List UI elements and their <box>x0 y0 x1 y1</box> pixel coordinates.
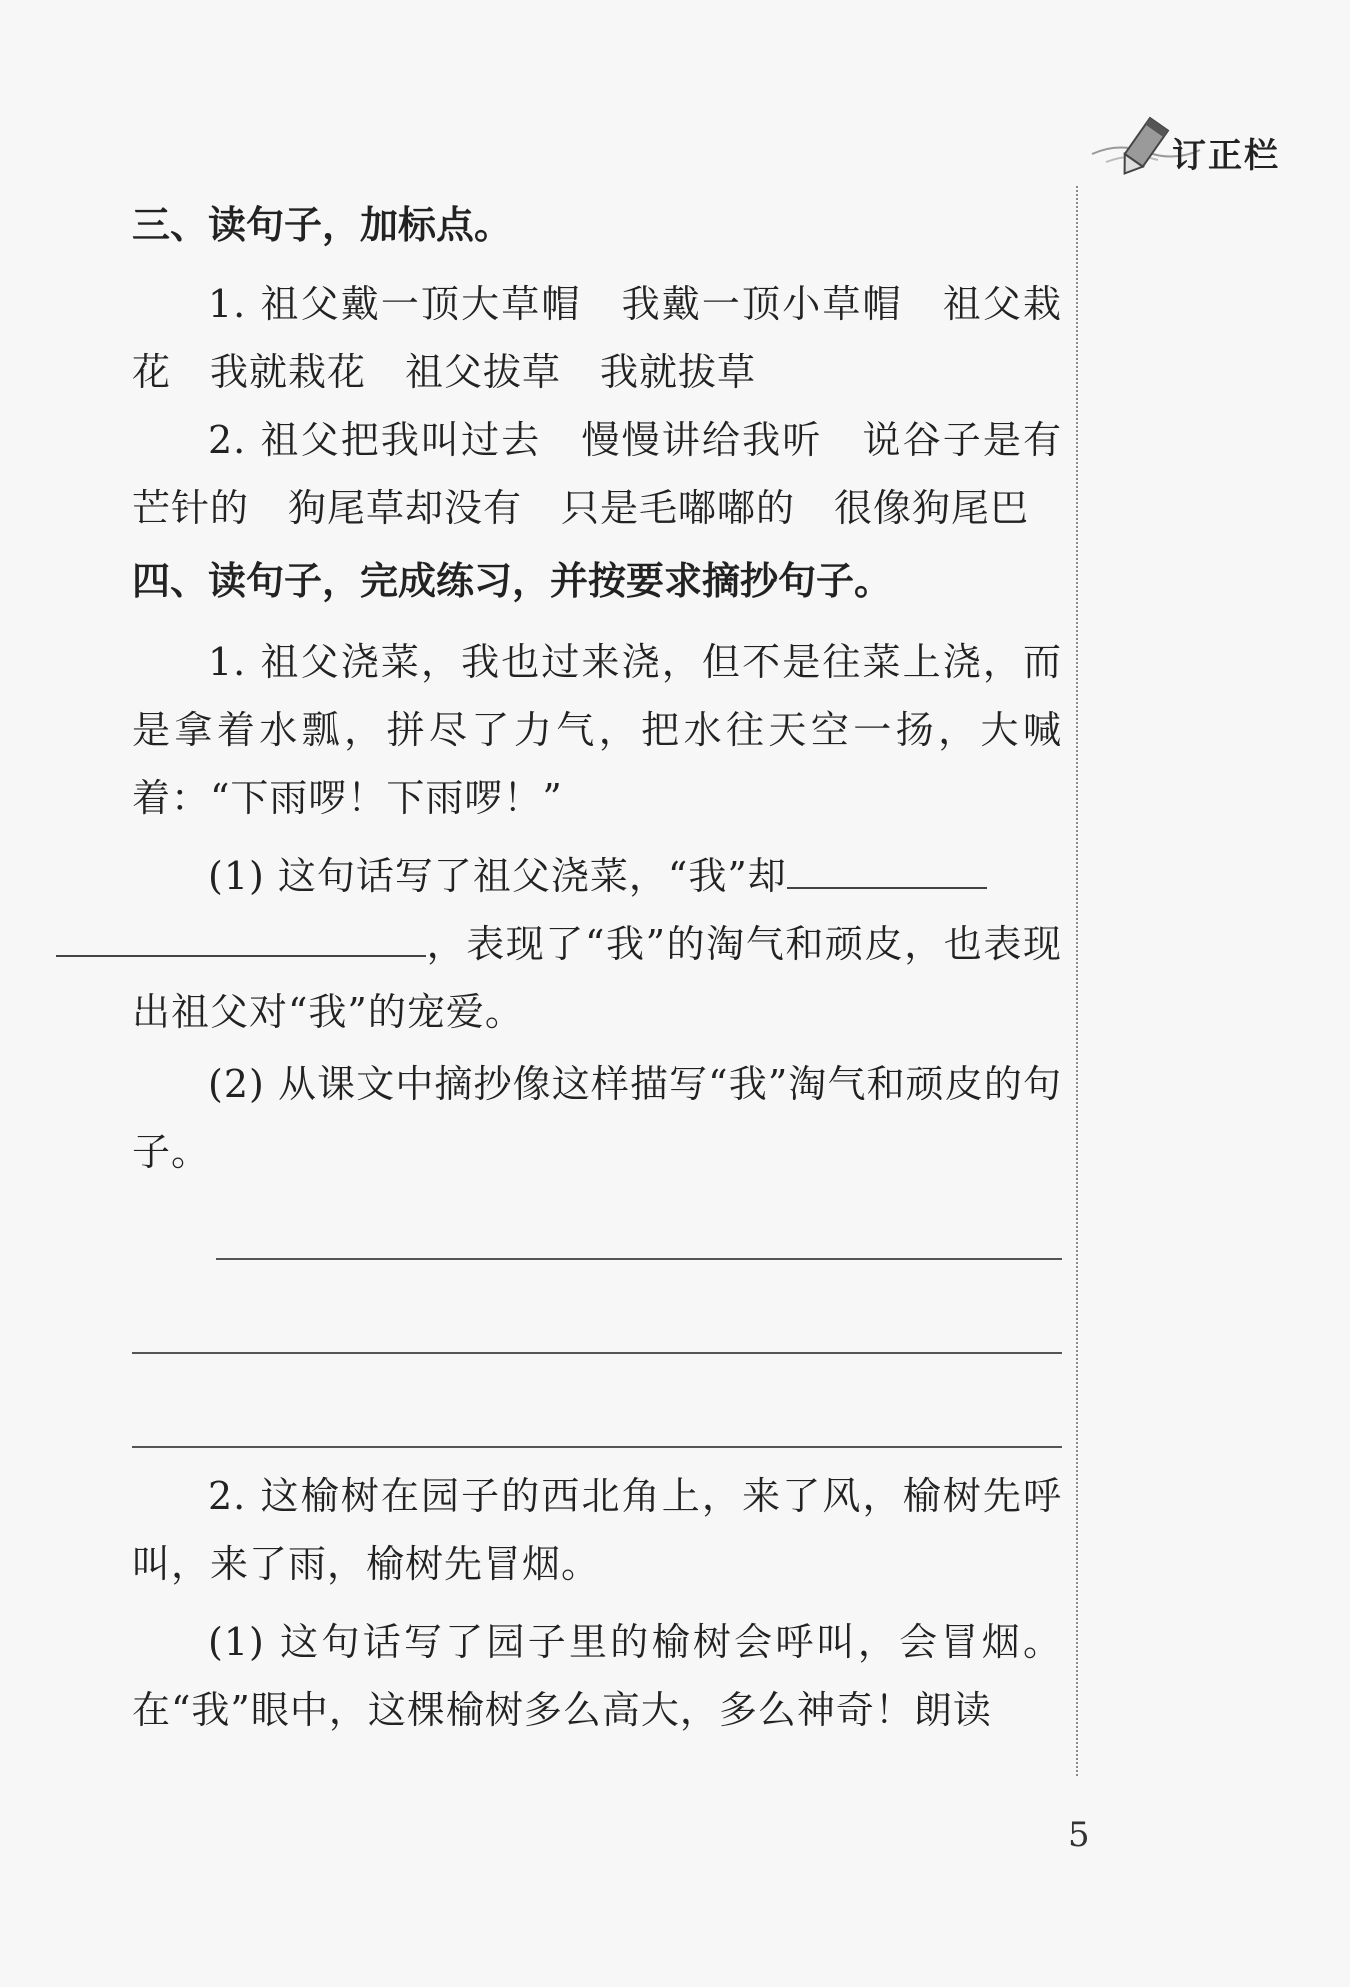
main-content <box>132 190 1062 1744</box>
q1-sub1-suffix: ，表现了“我”的淘气和顽皮，也表现出祖父对“我”的宠爱。 <box>132 922 1062 1034</box>
section-4-q1-sub1 <box>132 842 1062 1046</box>
answer-line-1[interactable] <box>216 1186 1062 1260</box>
section-3-item-1: 1. 祖父戴一顶大草帽 我戴一顶小草帽 祖父栽花 我就栽花 祖父拔草 我就拔草 <box>132 282 1062 394</box>
section-3-title: 三、读句子，加标点。 <box>132 203 513 247</box>
section-4-q1-text: 1. 祖父浇菜，我也过来浇，但不是往菜上浇，而是拿着水瓢，拼尽了力气，把水往天空一扬，大喊着：“下雨啰！下雨啰！” <box>132 640 1062 820</box>
section-4-q2-text: 2. 这榆树在园子的西北角上，来了风，榆树先呼叫，来了雨，榆树先冒烟。 <box>132 1474 1062 1586</box>
page-number: 5 <box>1068 1815 1090 1855</box>
section-4-q2-sub1: (1) 这句话写了园子里的榆树会呼叫，会冒烟。在“我”眼中，这棵榆树多么高大，多么神奇！朗读 <box>132 1620 1062 1732</box>
q1-sub1-prefix: (1) 这句话写了祖父浇菜，“我”却 <box>208 854 787 898</box>
section-4-q1-sub2: (2) 从课文中摘抄像这样描写“我”淘气和顽皮的句子。 <box>132 1062 1062 1174</box>
answer-lines <box>132 1186 1062 1448</box>
answer-line-2[interactable] <box>132 1260 1062 1354</box>
section-3-item-2: 2. 祖父把我叫过去 慢慢讲给我听 说谷子是有芒针的 狗尾草却没有 只是毛嘟嘟的 很像狗尾巴 <box>132 418 1062 530</box>
section-4-title: 四、读句子，完成练习，并按要求摘抄句子。 <box>132 559 893 603</box>
correction-column-label: 订正栏 <box>1172 136 1280 176</box>
answer-line-3[interactable] <box>132 1354 1062 1448</box>
answer-blank-1b[interactable] <box>56 917 426 957</box>
correction-divider <box>1076 186 1078 1776</box>
answer-blank-1a[interactable] <box>787 849 987 889</box>
